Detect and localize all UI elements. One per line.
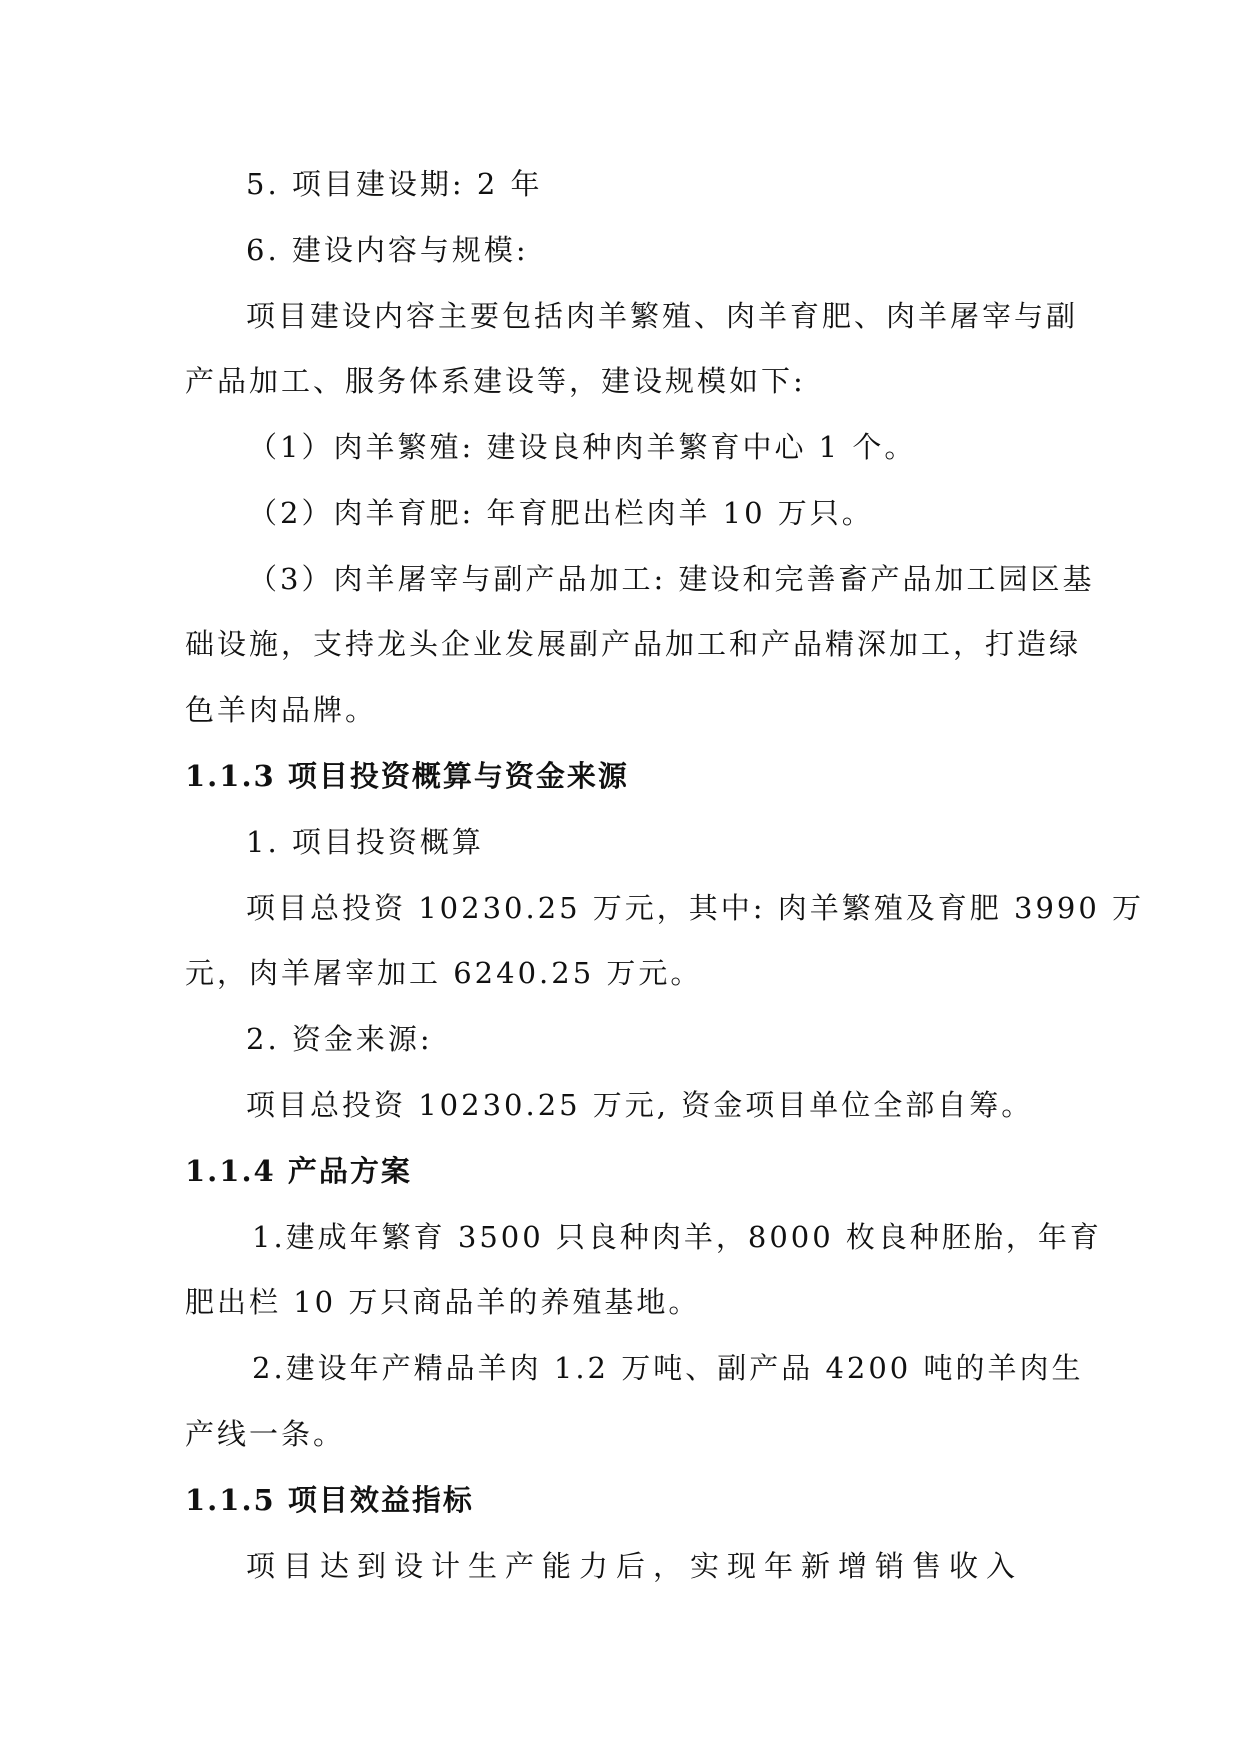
paragraph-line: 项目建设内容主要包括肉羊繁殖、肉羊育肥、肉羊屠宰与副 bbox=[246, 299, 1079, 333]
product-item-1: 1.建成年繁育 3500 只良种肉羊，8000 枚良种胚胎，年育 bbox=[252, 1220, 1102, 1254]
paragraph-line: 项目总投资 10230.25 万元，其中: 肉羊繁殖及育肥 3990 万 bbox=[246, 891, 1145, 925]
paragraph-line: 元，肉羊屠宰加工 6240.25 万元。 bbox=[185, 956, 703, 990]
scale-item-slaughter: （3）肉羊屠宰与副产品加工: 建设和完善畜产品加工园区基 bbox=[248, 562, 1095, 596]
paragraph-line: 色羊肉品牌。 bbox=[185, 693, 378, 727]
paragraph-line: 肥出栏 10 万只商品羊的养殖基地。 bbox=[185, 1285, 701, 1319]
paragraph-line: 项目总投资 10230.25 万元, 资金项目单位全部自筹。 bbox=[246, 1088, 1034, 1122]
product-item-2: 2.建设年产精品羊肉 1.2 万吨、副产品 4200 吨的羊肉生 bbox=[252, 1351, 1084, 1385]
paragraph-line: 项目达到设计生产能力后，实现年新增销售收入 bbox=[246, 1549, 1024, 1583]
investment-estimate-title: 1. 项目投资概算 bbox=[246, 825, 484, 859]
item-construction-period: 5. 项目建设期: 2 年 bbox=[246, 167, 543, 201]
scale-item-fattening: （2）肉羊育肥: 年育肥出栏肉羊 10 万只。 bbox=[248, 496, 874, 530]
section-heading-114: 1.1.4 产品方案 bbox=[185, 1154, 412, 1188]
item-construction-content: 6. 建设内容与规模: bbox=[246, 233, 529, 267]
section-heading-113: 1.1.3 项目投资概算与资金来源 bbox=[185, 759, 629, 793]
paragraph-line: 产品加工、服务体系建设等，建设规模如下: bbox=[185, 364, 806, 398]
paragraph-line: 础设施，支持龙头企业发展副产品加工和产品精深加工，打造绿 bbox=[185, 627, 1082, 661]
scale-item-breeding: （1）肉羊繁殖: 建设良种肉羊繁育中心 1 个。 bbox=[248, 430, 917, 464]
funding-source-title: 2. 资金来源: bbox=[246, 1022, 433, 1056]
paragraph-line: 产线一条。 bbox=[185, 1417, 346, 1451]
section-heading-115: 1.1.5 项目效益指标 bbox=[185, 1483, 474, 1517]
